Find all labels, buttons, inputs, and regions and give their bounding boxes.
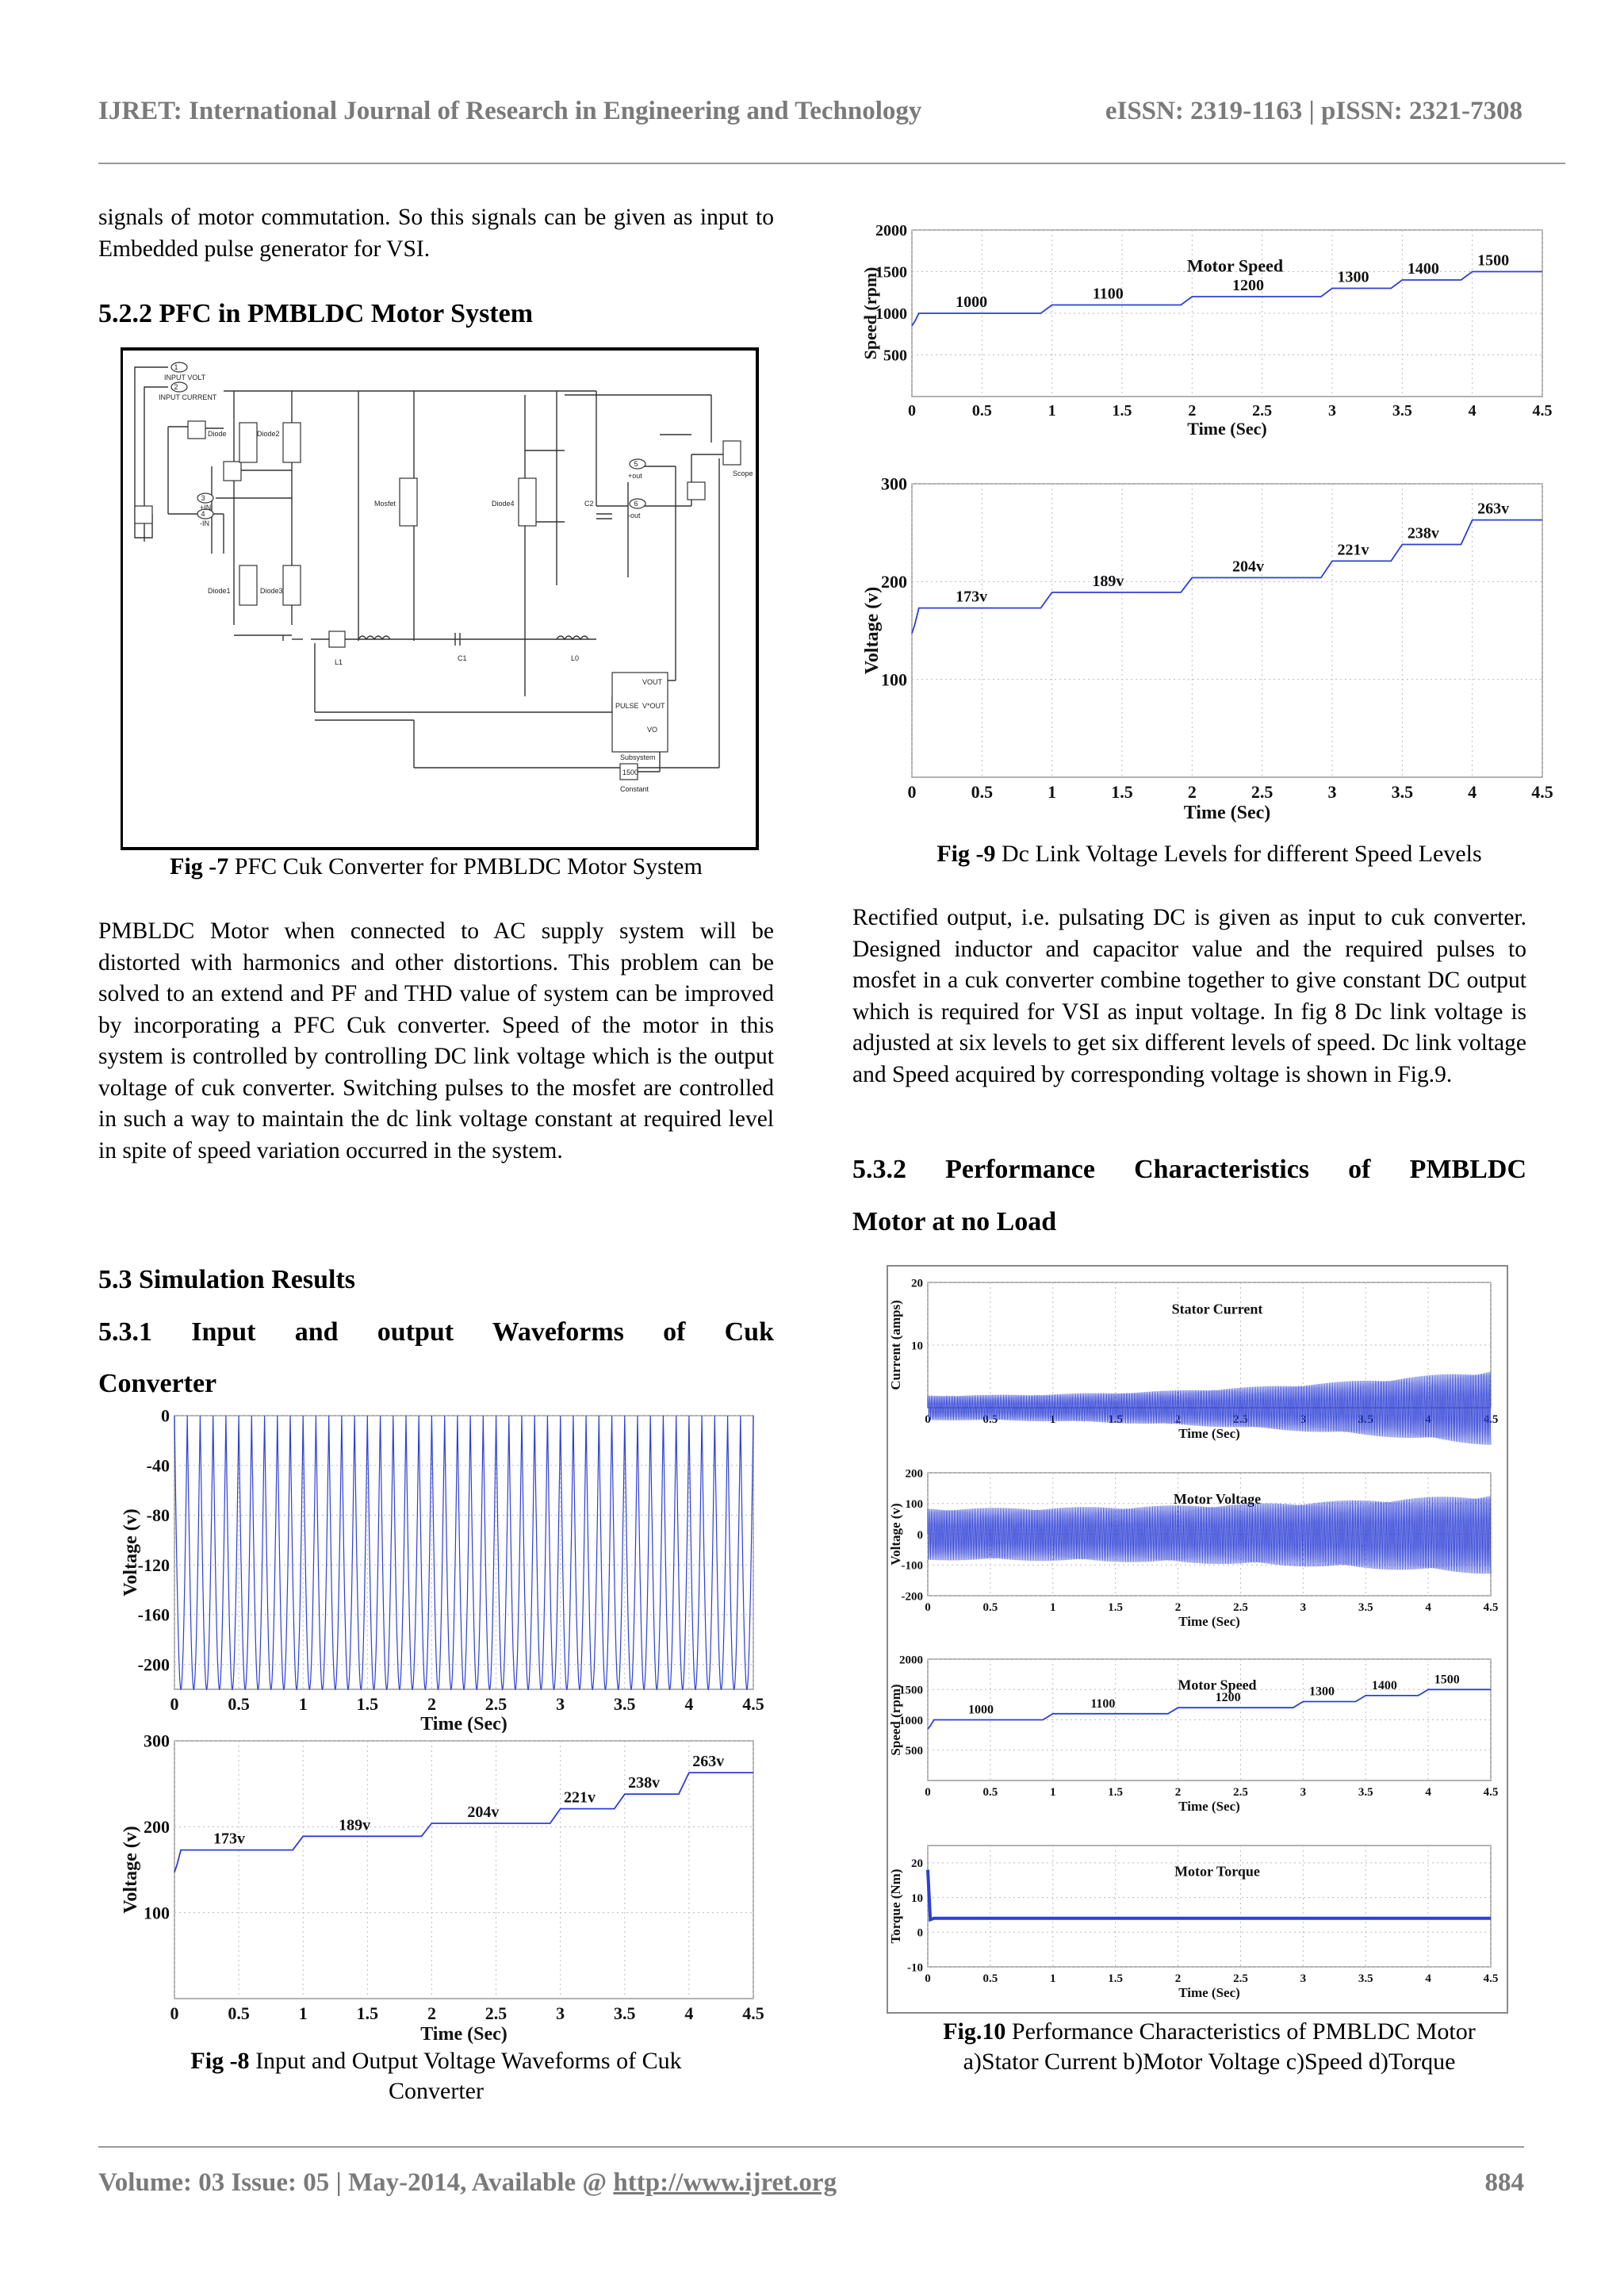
port-label: 2 (174, 383, 178, 391)
section-heading-531: 5.3.1 Input and output Waveforms of Cuk (98, 1317, 774, 1347)
chart-title: Motor Voltage (1173, 1490, 1262, 1507)
x-tick-label: 0 (925, 1786, 931, 1799)
y-tick-label: 0 (917, 1528, 923, 1542)
pulse-port: PULSE (615, 702, 639, 710)
x-tick-label: 4.5 (742, 2003, 764, 2023)
data-label: 173v (956, 588, 988, 606)
x-tick-label: 3.5 (1392, 402, 1412, 420)
vo-port: VO (647, 726, 658, 734)
x-axis-label: Time (Sec) (420, 2024, 508, 2045)
c2-label: C2 (584, 500, 594, 508)
x-tick-label: 1 (1048, 402, 1056, 420)
data-label: 1200 (1232, 277, 1264, 294)
section-heading-532-cont: Motor at no Load (852, 1207, 1057, 1236)
x-tick-label: 4.5 (1483, 1972, 1499, 1985)
x-tick-label: 0.5 (971, 402, 992, 420)
x-tick-label: 2.5 (1233, 1413, 1248, 1426)
x-tick-label: 3 (1300, 1972, 1307, 1985)
x-tick-label: 2 (1174, 1972, 1182, 1985)
y-tick-label: 0 (917, 1926, 923, 1940)
x-tick-label: 1.5 (1108, 1972, 1124, 1985)
x-axis-label: Time (Sec) (1178, 1799, 1240, 1814)
y-axis-label: Speed (rpm) (860, 266, 880, 360)
diode1-label: Diode1 (208, 587, 231, 595)
y-tick-label: 1000 (899, 1714, 923, 1727)
data-label: 1000 (968, 1703, 994, 1717)
constant-value: 1500 (622, 769, 639, 776)
data-label: 1100 (1092, 285, 1124, 303)
data-label: 263v (1477, 500, 1510, 518)
x-tick-label: 4 (1425, 1601, 1431, 1614)
chart-title: Motor Speed (1178, 1677, 1257, 1693)
y-tick-label: -80 (146, 1505, 170, 1526)
x-tick-label: 0 (170, 2003, 179, 2023)
x-tick-label: 1.5 (356, 2003, 379, 2023)
issn: eISSN: 2319-1163 | pISSN: 2321-7308 (1105, 97, 1522, 125)
port-label: 3 (201, 494, 205, 502)
x-tick-label: 0 (908, 402, 916, 420)
figure-9b-plot (860, 468, 1558, 833)
section-heading-531-cont: Converter (98, 1369, 217, 1398)
x-tick-label: 2 (1174, 1601, 1182, 1614)
y-tick-label: 20 (911, 1277, 923, 1290)
port-label: 1 (174, 363, 178, 371)
plus-in-label: +IN (200, 504, 212, 512)
x-tick-label: 3 (1328, 402, 1336, 420)
figure-9a-svg (860, 206, 1558, 460)
figure-10c-svg (888, 1639, 1507, 1826)
vout2-port: V*OUT (642, 702, 665, 710)
x-tick-label: 4.5 (1483, 1601, 1499, 1614)
x-tick-label: 1.5 (1111, 782, 1133, 802)
y-tick-label: 200 (881, 572, 907, 592)
y-tick-label: 300 (144, 1731, 170, 1751)
y-tick-label: -120 (137, 1554, 170, 1575)
x-axis-label: Time (Sec) (1187, 419, 1267, 439)
data-label: 189v (1092, 572, 1124, 590)
data-label: 263v (692, 1753, 725, 1771)
x-tick-label: 0.5 (982, 1786, 998, 1799)
y-axis-label: Current (amps) (888, 1300, 903, 1390)
chart-title: Motor Torque (1174, 1863, 1260, 1880)
x-tick-label: 0 (925, 1601, 931, 1614)
footer-volume (98, 2168, 837, 2198)
x-axis-label: Time (Sec) (420, 1714, 508, 1733)
data-label: 238v (628, 1774, 661, 1792)
footer-volume-text: Volume: 03 Issue: 05 | May-2014, Available @ (98, 2168, 614, 2197)
minus-in-label: -IN (200, 519, 209, 527)
x-tick-label: 1 (298, 2003, 308, 2023)
x-tick-label: 2 (1188, 402, 1197, 420)
x-axis-label: Time (Sec) (1178, 1426, 1240, 1441)
input-volt-label: INPUT VOLT (164, 374, 206, 381)
x-tick-label: 0 (925, 1972, 931, 1985)
figure-7-number: Fig -7 (170, 853, 229, 880)
diode3-label: Diode3 (260, 587, 283, 595)
figure-8b-plot (119, 1729, 785, 2046)
plot-frame (912, 484, 1542, 777)
y-axis-label: Voltage (v) (121, 1826, 141, 1914)
paragraph-commutation: signals of motor commutation. So this signals can be given as input to Embedded pulse generator for VSI. (98, 205, 774, 262)
y-tick-label: 200 (144, 1817, 170, 1838)
x-tick-label: 3 (556, 2003, 565, 2023)
y-tick-label: -160 (137, 1604, 170, 1625)
port-label: 5 (634, 460, 638, 468)
x-tick-label: 4 (1425, 1972, 1431, 1985)
x-tick-label: 1.5 (1108, 1601, 1124, 1614)
y-tick-label: 1500 (899, 1684, 923, 1697)
data-label: 204v (467, 1803, 500, 1821)
c1-label: C1 (458, 654, 467, 662)
x-tick-label: 3 (556, 1694, 565, 1714)
data-label: 204v (1232, 558, 1264, 576)
figure-10b-svg (888, 1453, 1507, 1639)
x-tick-label: 3 (1327, 782, 1337, 802)
paragraph-pmbldc: PMBLDC Motor when connected to AC supply system will be distorted with harmonics and other distortions. This problem can be solved to an extend and PF and THD value of system can be improved by incorporating a PFC Cuk converter. Speed of the motor in this system is controlled by controlling DC link voltage which is the output voltage of cuk converter. Switching pulses to the mosfet are controlled in such a way to maintain the dc link voltage constant at required level in spite of speed variation occurred in the system. (98, 918, 774, 1163)
x-tick-label: 1 (1050, 1413, 1056, 1426)
x-tick-label: 2.5 (1252, 402, 1273, 420)
y-tick-label: -10 (907, 1961, 923, 1975)
x-tick-label: 3.5 (1358, 1972, 1373, 1985)
data-label: 238v (1407, 524, 1439, 542)
x-tick-label: 1.5 (1108, 1786, 1124, 1799)
port-label: 4 (201, 510, 205, 518)
vout-port: VOUT (642, 678, 663, 686)
figure-9-text: Dc Link Voltage Levels for different Speed Levels (995, 841, 1482, 867)
data-label: 189v (339, 1816, 371, 1834)
port-label: 6 (634, 500, 638, 508)
y-tick-label: 10 (911, 1892, 923, 1905)
y-axis-label: Speed (rpm) (888, 1684, 903, 1756)
data-label: 1200 (1215, 1691, 1241, 1705)
x-tick-label: 3.5 (1391, 782, 1414, 802)
x-tick-label: 0 (170, 1694, 179, 1714)
y-axis-label: Voltage (v) (862, 586, 883, 675)
y-tick-label: 200 (905, 1467, 923, 1481)
y-axis-label: Torque (Nm) (888, 1869, 903, 1944)
figure-7-caption (98, 852, 774, 882)
x-tick-label: 4.5 (1483, 1786, 1499, 1799)
section-heading-53: 5.3 Simulation Results (98, 1265, 355, 1294)
y-tick-label: -100 (901, 1559, 923, 1573)
x-tick-label: 4 (1425, 1413, 1431, 1426)
diode2-label: Diode2 (257, 430, 280, 438)
figure-border (121, 349, 757, 849)
x-tick-label: 2.5 (1233, 1601, 1248, 1614)
chart-title: Motor Speed (1186, 255, 1284, 276)
y-tick-label: 1500 (875, 263, 907, 282)
l0-label: L0 (571, 654, 580, 662)
y-tick-label: 1000 (875, 305, 907, 323)
x-tick-label: 4.5 (1531, 782, 1553, 802)
x-tick-label: 0.5 (982, 1413, 998, 1426)
chart-title: Stator Current (1171, 1301, 1263, 1317)
x-tick-label: 1.5 (356, 1694, 379, 1714)
x-tick-label: 3.5 (1358, 1786, 1373, 1799)
plot-frame (174, 1741, 753, 1999)
y-tick-label: 300 (881, 473, 907, 494)
x-tick-label: 4.5 (742, 1694, 764, 1714)
x-tick-label: 2.5 (485, 1694, 508, 1714)
x-tick-label: 0.5 (971, 782, 994, 802)
journal-link[interactable]: http://www.ijret.org (613, 2168, 837, 2197)
x-axis-label: Time (Sec) (1178, 1985, 1240, 2000)
figure-7-text: PFC Cuk Converter for PMBLDC Motor System (228, 853, 703, 880)
x-tick-label: 0 (907, 782, 917, 802)
x-tick-label: 2 (427, 2003, 436, 2023)
x-tick-label: 4.5 (1483, 1413, 1499, 1426)
figure-9b-svg (860, 468, 1558, 833)
subsystem-label: Subsystem (620, 753, 656, 761)
diode-label: Diode (208, 430, 227, 438)
journal-title: IJRET: International Journal of Research in Engineering and Technology (98, 97, 922, 125)
plot-frame (174, 1416, 753, 1689)
figure-10-number: Fig.10 (943, 2018, 1006, 2045)
data-label: 1400 (1371, 1678, 1397, 1692)
x-tick-label: 3.5 (614, 1694, 636, 1714)
x-tick-label: 1 (1050, 1786, 1056, 1799)
y-tick-label: -200 (901, 1590, 923, 1604)
figure-10-panel (887, 1265, 1508, 2014)
x-tick-label: 3 (1300, 1601, 1307, 1614)
x-tick-label: 1 (298, 1694, 308, 1714)
section-heading-522: 5.2.2 PFC in PMBLDC Motor System (98, 299, 534, 328)
figure-8a-svg (119, 1408, 785, 1733)
data-label: 1100 (1090, 1696, 1116, 1711)
x-tick-label: 4 (1468, 782, 1477, 802)
y-tick-label: 100 (881, 669, 907, 690)
data-label: 1500 (1477, 251, 1510, 270)
y-tick-label: 100 (905, 1498, 923, 1511)
x-tick-label: 4 (684, 2003, 694, 2023)
diode4-label: Diode4 (492, 500, 515, 508)
figure-10-text-2: a)Stator Current b)Motor Voltage c)Speed d)Torque (963, 2049, 1456, 2075)
x-tick-label: 0 (925, 1413, 931, 1426)
x-tick-label: 2.5 (1233, 1972, 1248, 1985)
mosfet-label: Mosfet (374, 500, 396, 508)
l1-label: L1 (335, 658, 343, 666)
x-tick-label: 1.5 (1112, 402, 1132, 420)
x-tick-label: 1.5 (1108, 1413, 1124, 1426)
y-tick-label: 500 (905, 1745, 923, 1757)
data-label: 221v (564, 1788, 596, 1807)
x-tick-label: 1 (1050, 1972, 1056, 1985)
x-axis-label: Time (Sec) (1178, 1614, 1240, 1629)
section-heading-532: 5.3.2 Performance Characteristics of PMBLDC (852, 1155, 1526, 1184)
data-label: 1000 (956, 293, 988, 311)
data-label: 1300 (1309, 1685, 1335, 1699)
x-tick-label: 1 (1050, 1601, 1056, 1614)
x-tick-label: 3 (1300, 1413, 1307, 1426)
y-tick-label: 0 (161, 1408, 170, 1426)
input-current-label: INPUT CURRENT (159, 393, 217, 401)
x-tick-label: 0.5 (228, 1694, 250, 1714)
data-label: 1500 (1434, 1673, 1460, 1687)
x-tick-label: 0.5 (982, 1972, 998, 1985)
x-axis-label: Time (Sec) (1183, 803, 1271, 823)
figure-10d-svg (888, 1826, 1507, 2012)
x-tick-label: 0.5 (982, 1601, 998, 1614)
page-number: 884 (1484, 2168, 1524, 2197)
header-rule (98, 163, 1565, 164)
x-tick-label: 3.5 (1358, 1413, 1373, 1426)
figure-8b-svg (119, 1729, 785, 2046)
y-tick-label: 500 (883, 347, 907, 365)
y-tick-label: 10 (911, 1340, 923, 1353)
figure-10a-svg (888, 1267, 1507, 1453)
figure-8-number: Fig -8 (190, 2048, 250, 2074)
x-tick-label: 2.5 (485, 2003, 508, 2023)
figure-9a-plot (860, 206, 1558, 460)
y-axis-label: Voltage (v) (888, 1503, 903, 1566)
scope-label: Scope (733, 470, 753, 477)
data-label: 1300 (1337, 268, 1369, 286)
data-label: 1400 (1407, 260, 1439, 278)
data-label: 173v (213, 1830, 245, 1848)
paragraph-rectified: Rectified output, i.e. pulsating DC is given as input to cuk converter. Designed inductor and capacitor value and the required pulses to mosfet in a cuk converter combine together to give constant DC output which is required for VSI as input voltage. In fig 8 Dc link voltage is adjusted at six levels to get six different levels of speed. Dc link voltage and Speed acquired by corresponding voltage is shown in Fig.9. (852, 905, 1526, 1087)
figure-8-caption (98, 2046, 774, 2106)
y-tick-label: -200 (137, 1654, 170, 1675)
y-tick-label: 20 (911, 1857, 923, 1871)
constant-label: Constant (620, 785, 649, 793)
figure-8a-plot (119, 1408, 785, 1733)
y-tick-label: 2000 (899, 1654, 923, 1667)
x-tick-label: 4 (684, 1694, 694, 1714)
figure-10-caption (852, 2017, 1566, 2077)
x-tick-label: 2 (427, 1694, 436, 1714)
y-tick-label: 100 (144, 1903, 170, 1923)
x-tick-label: 3 (1300, 1786, 1307, 1799)
y-tick-label: -40 (146, 1455, 170, 1476)
x-tick-label: 4.5 (1532, 402, 1553, 420)
figure-8-text: Input and Output Voltage Waveforms of Cuk (249, 2048, 682, 2074)
minus-out-label: -out (628, 512, 641, 519)
plus-out-label: +out (628, 472, 642, 480)
x-tick-label: 2.5 (1251, 782, 1274, 802)
x-tick-label: 3.5 (614, 2003, 636, 2023)
cuk-converter-schematic (121, 347, 760, 852)
x-tick-label: 2 (1174, 1786, 1182, 1799)
x-tick-label: 2.5 (1233, 1786, 1248, 1799)
y-tick-label: 2000 (875, 222, 907, 240)
x-tick-label: 2 (1174, 1413, 1182, 1426)
data-label: 221v (1337, 541, 1369, 559)
x-tick-label: 1 (1048, 782, 1057, 802)
footer-rule (98, 2146, 1524, 2148)
figure-8-text-2: Converter (389, 2078, 484, 2104)
x-tick-label: 3.5 (1358, 1601, 1373, 1614)
x-tick-label: 4 (1468, 402, 1477, 420)
x-tick-label: 0.5 (228, 2003, 250, 2023)
x-tick-label: 4 (1425, 1786, 1431, 1799)
y-axis-label: Voltage (v) (121, 1508, 141, 1596)
x-tick-label: 2 (1187, 782, 1197, 802)
figure-10-text: Performance Characteristics of PMBLDC Motor (1005, 2018, 1476, 2045)
figure-7-circuit (121, 347, 760, 852)
figure-9-number: Fig -9 (936, 841, 996, 867)
figure-9-caption (852, 839, 1566, 869)
